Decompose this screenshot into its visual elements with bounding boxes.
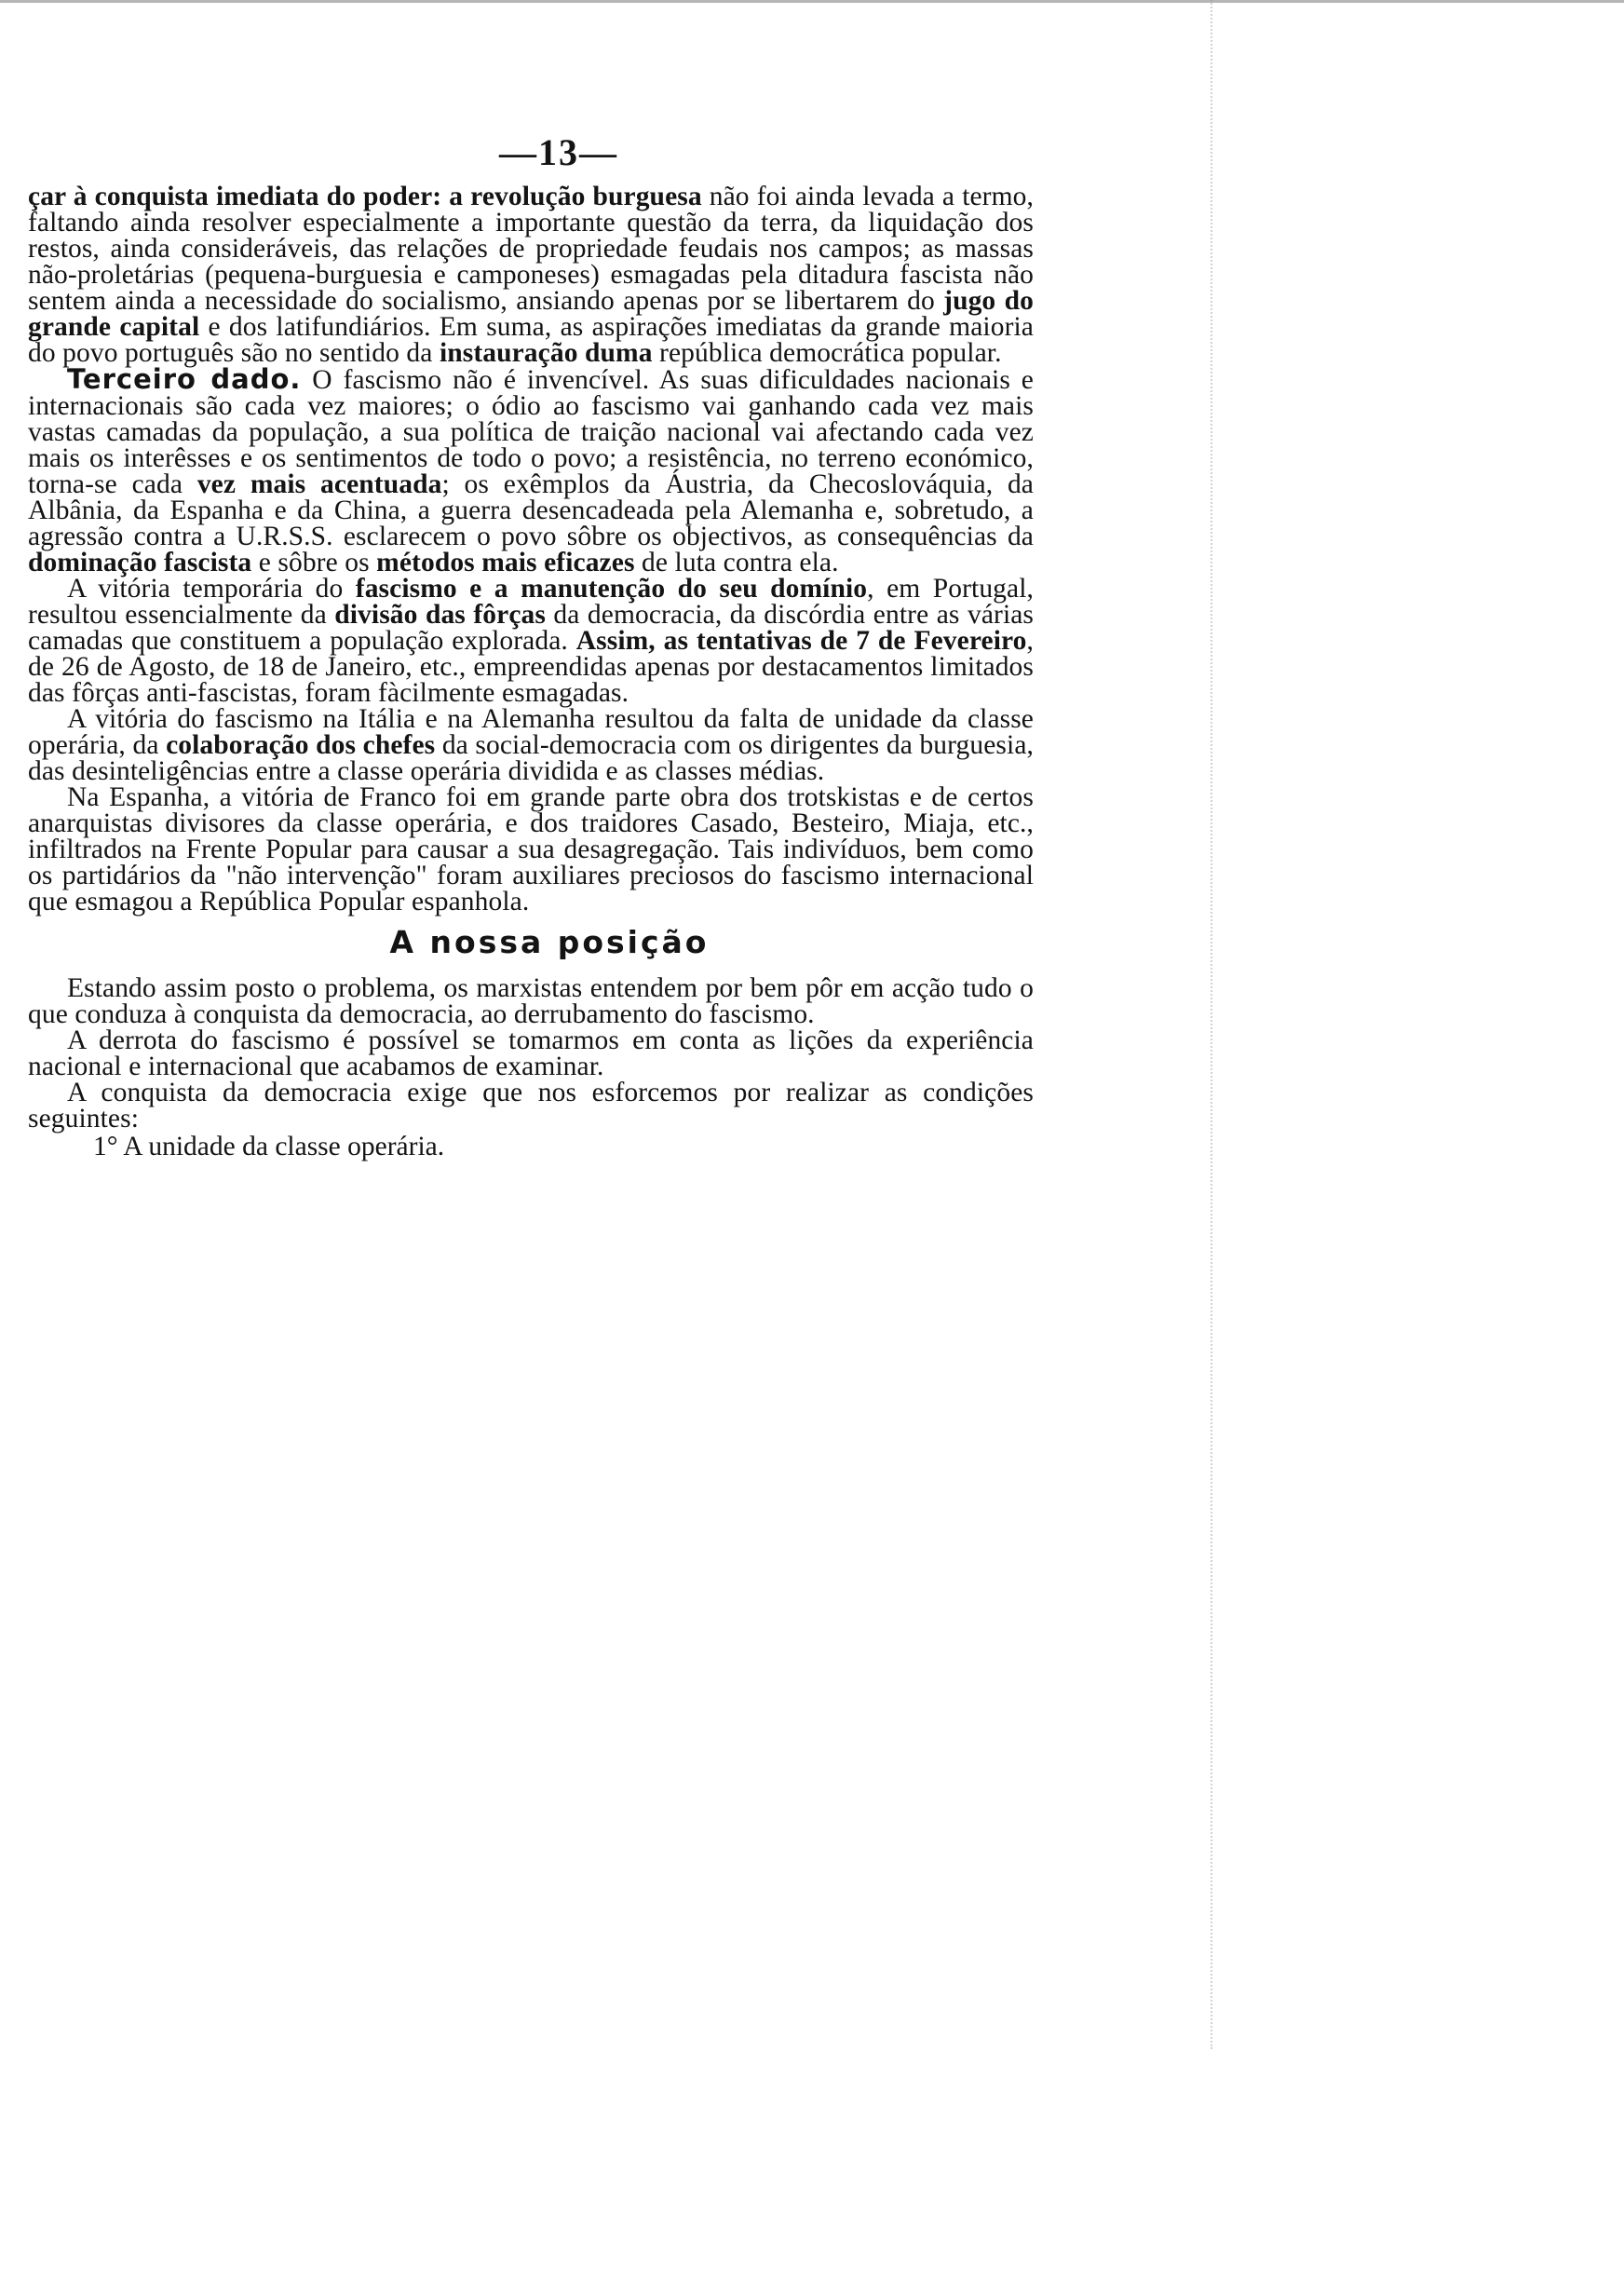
emphasized-text: colaboração dos chefes <box>166 730 436 760</box>
scan-edge-right <box>1211 0 1225 2049</box>
emphasized-text: çar à conquista imediata do poder: a revolução burguesa <box>28 182 702 211</box>
section-body-text <box>28 975 1034 1132</box>
text-run: A vitória temporária do <box>67 574 356 604</box>
document-page <box>28 130 1034 1160</box>
emphasized-text: fascismo e a manutenção do seu domínio <box>355 574 868 604</box>
emphasized-text: instauração duma <box>439 338 653 368</box>
page-number: —13— <box>499 131 618 173</box>
paragraph <box>28 784 1034 915</box>
emphasized-text: dominação fascista <box>28 548 252 577</box>
scan-edge-top <box>0 0 1624 3</box>
text-run: ; os exêmplos da Áustria, da Checoslováquia, da Albânia, da Espanha e da China, a guerra desencadeada pela Alemanha e, sobretudo, a agressão contra a U.R.S.S. esclarecem o povo sôbre os objectivos, as consequências da <box>28 469 1035 551</box>
paragraph <box>28 576 1034 706</box>
text-run: da social-democracia com os dirigentes da burguesia, das desinteligências entre a classe operária dividida e as classes médias. <box>28 730 1034 786</box>
text-run: , de 26 de Agosto, de 18 de Janeiro, etc., empreendidas apenas por destacamentos limitados das fôrças anti-fascistas, foram fàcilmente esmagadas. <box>28 626 1034 708</box>
text-run: república democrática popular. <box>652 338 1002 368</box>
paragraph: Estando assim posto o problema, os marxistas entendem por bem pôr em acção tudo o que conduza à conquista da democracia, ao derrubamento do fascismo. <box>28 973 1034 1029</box>
text-run: O fascismo não é invencível. As suas dificuldades nacionais e internacionais são cada vez maiores; o ódio ao fascismo vai ganhando cada vez mais vastas camadas da população, a sua política de traição nacional vai afectando cada vez mais os interêsses e os sentimentos de todo o povo; a resistência, no terreno económico, torna-se cada <box>28 365 1034 499</box>
body-text <box>28 183 1034 915</box>
emphasized-text: Assim, as tentativas de 7 de Fevereiro <box>575 626 1027 656</box>
emphasized-text: vez mais acentuada <box>196 469 442 499</box>
numbered-list <box>28 1134 1034 1160</box>
text-run: relações de propriedade feudais nos campos <box>397 234 903 264</box>
emphasized-text: métodos mais eficazes <box>376 548 635 577</box>
text-run: , em Portugal, resultou essencialmente da <box>28 574 1034 630</box>
emphasized-text: jugo do grande capital <box>28 286 1034 342</box>
text-run: e dos latifundiários. Em suma, as aspirações imediatas da grande maioria do povo português são no sentido da <box>28 312 1034 368</box>
text-run: Na Espanha, a vitória de Franco foi em grande parte obra dos trotskistas e de certos anarquistas divisores da classe operária, e dos traidores Casado, Besteiro, Miaja, etc., infiltrados na Frente Popular para causar a sua desagregação. Tais indivíduos, bem como os partidários da "não intervenção" foram auxiliares preciosos do fascismo internacional que esmagou a República Popular espanhola. <box>28 782 1034 917</box>
paragraph <box>28 363 1035 577</box>
paragraph-lead: Terceiro dado. <box>67 363 302 395</box>
text-run: da democracia, da discórdia entre as várias camadas que constituem a população explorada. <box>28 600 1035 656</box>
section-heading: A nossa posição <box>389 924 710 960</box>
paragraph: A derrota do fascismo é possível se tomarmos em conta as lições da experiência nacional e internacional que acabamos de examinar. <box>28 1025 1034 1081</box>
text-run: ; as massas não-proletárias (pequena-burguesia e camponeses) esmagadas pela ditadura fascista não sentem ainda a necessidade do socialismo, ansiando apenas por se libertarem do <box>28 234 1034 316</box>
paragraph <box>28 706 1034 784</box>
text-run: não foi ainda levada a termo, faltando ainda resolver especialmente a importante questão da terra, da liquidação dos restos, ainda consideráveis, das <box>28 182 1034 264</box>
text-run: e sôbre os <box>251 548 377 577</box>
paragraph: A conquista da democracia exige que nos esforcemos por realizar as condições seguintes: <box>28 1078 1034 1134</box>
paragraph <box>28 183 1034 366</box>
emphasized-text: divisão das fôrças <box>334 600 546 630</box>
list-item: 1° A unidade da classe operária. <box>93 1132 445 1161</box>
text-run: A vitória do fascismo na Itália e na Alemanha resultou da falta de unidade da classe operária, da <box>28 704 1034 760</box>
text-run: de luta contra ela. <box>634 548 839 577</box>
